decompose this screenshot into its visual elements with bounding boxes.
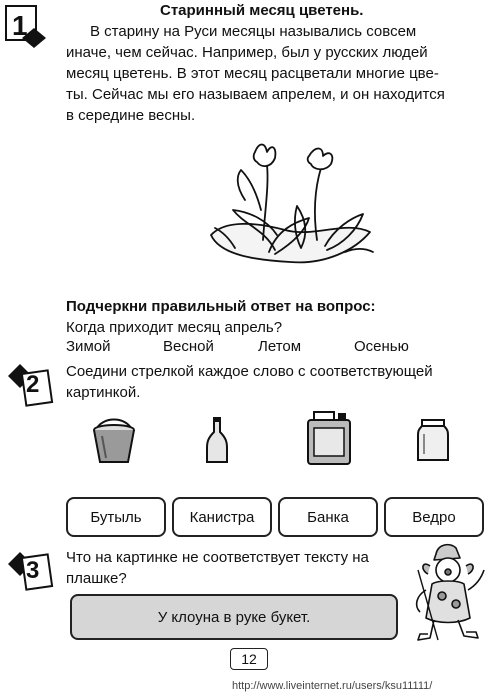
- page-number: [230, 648, 268, 670]
- word-box-bucket[interactable]: [384, 497, 484, 537]
- task-number-badge-3: [8, 546, 54, 592]
- word-box-jar-label: Банка: [307, 508, 349, 526]
- answer-option-winter[interactable]: Зимой: [66, 338, 111, 355]
- task-number-3: 3: [26, 557, 40, 584]
- task-number-badge-1: [4, 4, 50, 50]
- canister-picture[interactable]: [304, 410, 354, 466]
- paragraph-line-1: В старину на Руси месяцы назывались совсем: [90, 23, 417, 40]
- paragraph-line-5: в середине весны.: [66, 107, 196, 124]
- task3-line-1: Что на картинке не соответствует тексту на: [66, 549, 369, 566]
- word-box-bottle[interactable]: [66, 497, 166, 537]
- bottle-picture[interactable]: [204, 416, 230, 466]
- paragraph-line-3: месяц цветень. В этот месяц расцветали многие цве-: [66, 65, 439, 82]
- answer-option-summer[interactable]: Летом: [258, 338, 302, 355]
- task-number-badge-2: [8, 362, 54, 408]
- task2-line-1: Соедини стрелкой каждое слово с соответствующей: [66, 363, 433, 380]
- page-title: Старинный месяц цветень.: [160, 2, 364, 19]
- word-box-bucket-label: Ведро: [412, 508, 456, 526]
- bucket-picture[interactable]: [88, 418, 140, 466]
- word-box-canister-label: Канистра: [189, 508, 255, 526]
- text-plaque: [70, 594, 398, 640]
- answer-option-spring[interactable]: Весной: [163, 338, 214, 355]
- word-box-canister[interactable]: [172, 497, 272, 537]
- clown-picture[interactable]: [408, 540, 488, 645]
- task1-question: Когда приходит месяц апрель?: [66, 319, 283, 336]
- word-box-bottle-label: Бутыль: [90, 508, 142, 526]
- text-plaque-label: У клоуна в руке букет.: [157, 608, 311, 626]
- paragraph-line-2: иначе, чем сейчас. Например, был у русских людей: [66, 44, 428, 61]
- word-box-jar[interactable]: [278, 497, 378, 537]
- page-number-label: 12: [241, 651, 257, 667]
- task-number-2: 2: [26, 371, 40, 398]
- task1-instruction: Подчеркни правильный ответ на вопрос:: [66, 298, 376, 315]
- answer-option-autumn[interactable]: Осенью: [354, 338, 409, 355]
- jar-picture[interactable]: [416, 418, 450, 464]
- paragraph-line-4: ты. Сейчас мы его называем апрелем, и он находится: [66, 86, 445, 103]
- watermark-url: http://www.liveinternet.ru/users/ksu11111/: [232, 680, 433, 692]
- task3-line-2: плашке?: [66, 570, 127, 587]
- task2-line-2: картинкой.: [66, 384, 141, 401]
- task-number-1: 1: [12, 10, 28, 41]
- snowdrop-flowers-illustration: [205, 140, 375, 275]
